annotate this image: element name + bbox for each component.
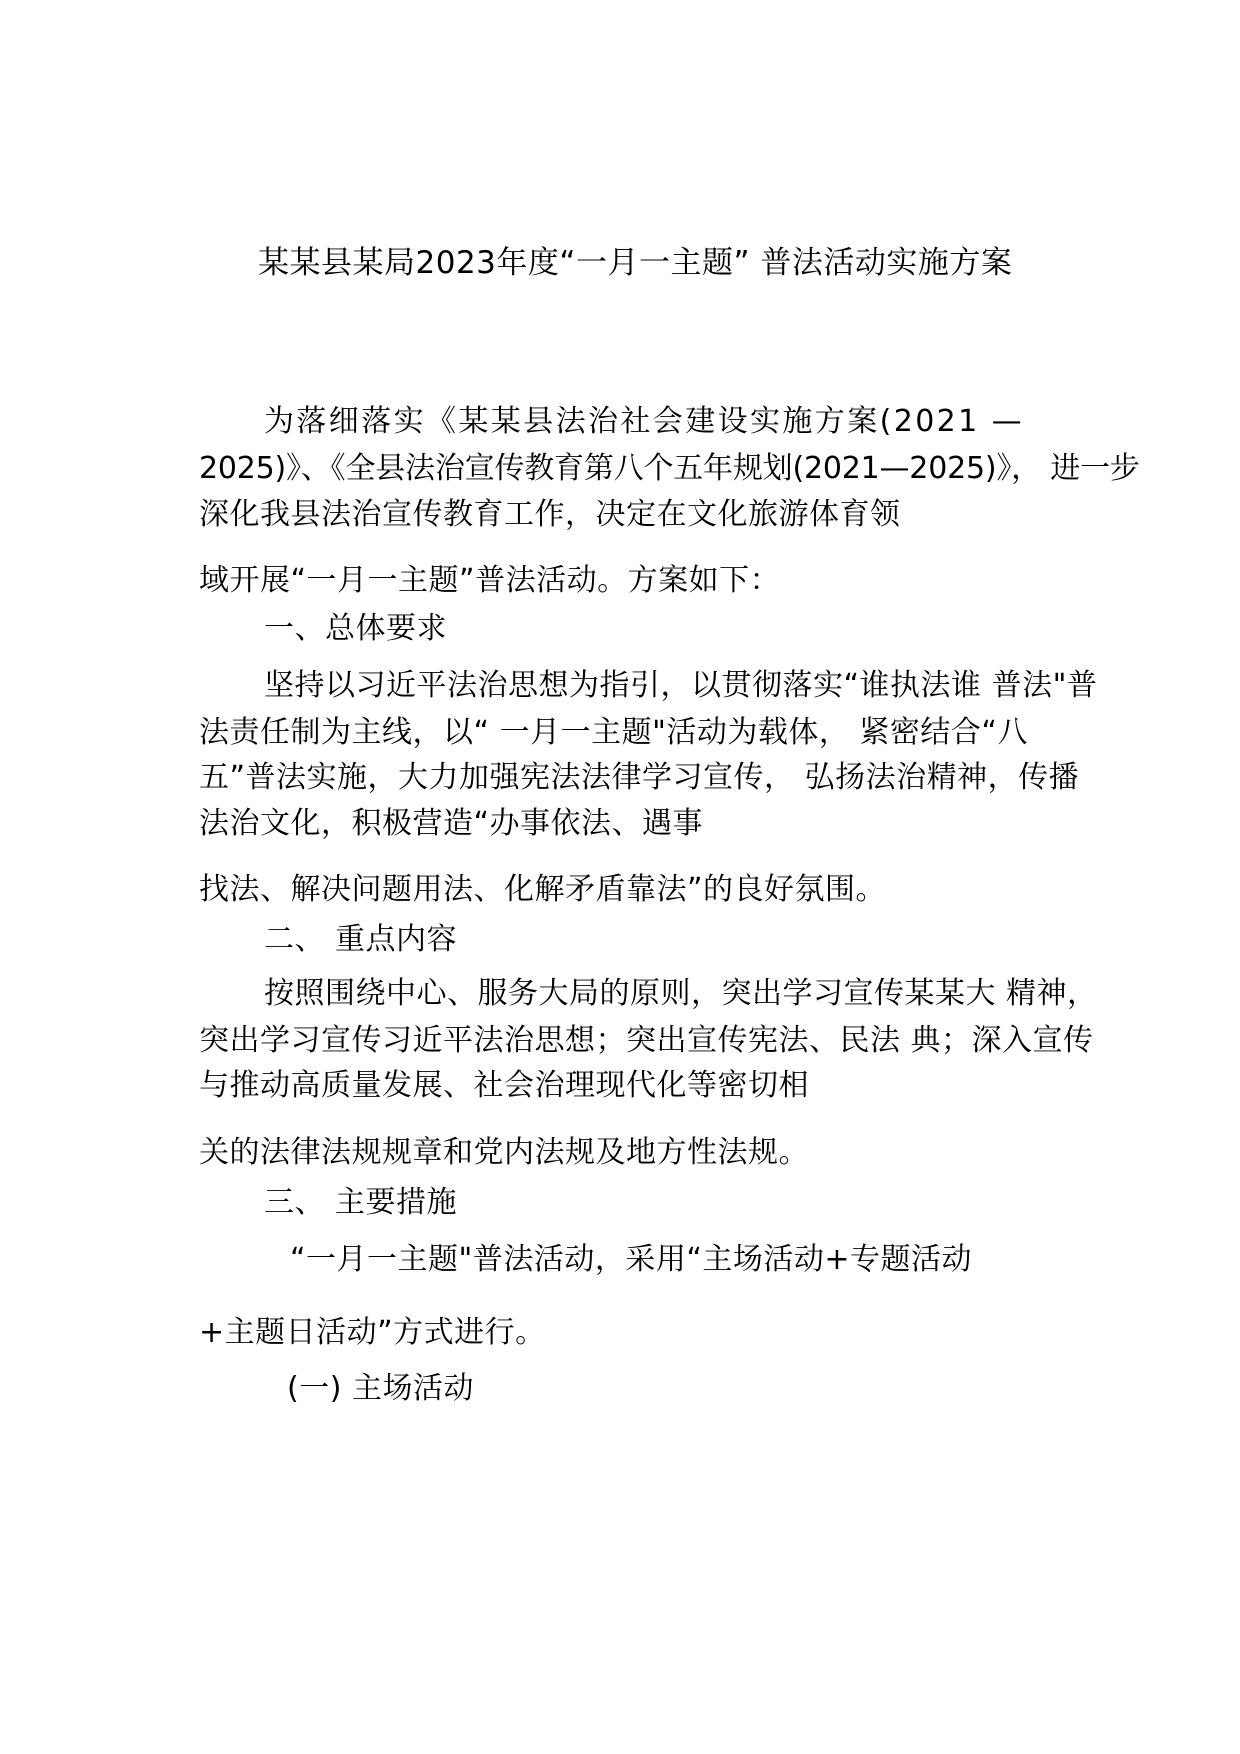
section-heading: 三、 主要措施: [264, 1185, 458, 1220]
section-heading: 二、 重点内容: [264, 922, 458, 957]
paragraph-line: 关的法律法规规章和党内法规及地方性法规。: [199, 1135, 809, 1170]
paragraph-line: 五”普法实施，大力加强宪法法律学习宣传， 弘扬法治精神，传播: [199, 760, 1080, 795]
paragraph-line: 突出学习宣传习近平法治思想；突出宣传宪法、民法 典；深入宣传: [199, 1023, 1094, 1058]
section-heading: 一、总体要求: [264, 611, 447, 646]
paragraph-line: +主题日活动”方式进行。: [199, 1315, 546, 1350]
paragraph-line: 为落细落实《某某县法治社会建设实施方案(2021 —: [264, 404, 1024, 439]
paragraph-line: 坚持以习近平法治思想为指引，以贯彻落实“谁执法谁 普法"普: [264, 668, 1098, 703]
subsection-heading: (一) 主场活动: [287, 1371, 474, 1406]
paragraph-line: “一月一主题"普法活动，采用“主场活动+专题活动: [290, 1242, 973, 1277]
paragraph-line: 深化我县法治宣传教育工作，决定在文化旅游体育领: [199, 497, 901, 532]
paragraph-line: 找法、解决问题用法、化解矛盾靠法”的良好氛围。: [199, 872, 887, 907]
paragraph-line: 法治文化，积极营造“办事依法、遇事: [199, 806, 704, 841]
paragraph-line: 按照围绕中心、服务大局的原则，突出学习宣传某某大 精神，: [264, 976, 1098, 1011]
paragraph-line: 与推动高质量发展、社会治理现代化等密切相: [199, 1068, 809, 1103]
paragraph-line: 域开展“一月一主题”普法活动。方案如下：: [199, 563, 781, 598]
document-title: 某某县某局2023年度“一月一主题” 普法活动实施方案: [258, 245, 1013, 281]
paragraph-line: 法责任制为主线，以“ 一月一主题"活动为载体， 紧密结合“八: [199, 715, 1028, 750]
paragraph-line: 2025)》、《全县法治宣传教育第八个五年规划(2021—2025)》， 进一步: [199, 451, 1140, 486]
